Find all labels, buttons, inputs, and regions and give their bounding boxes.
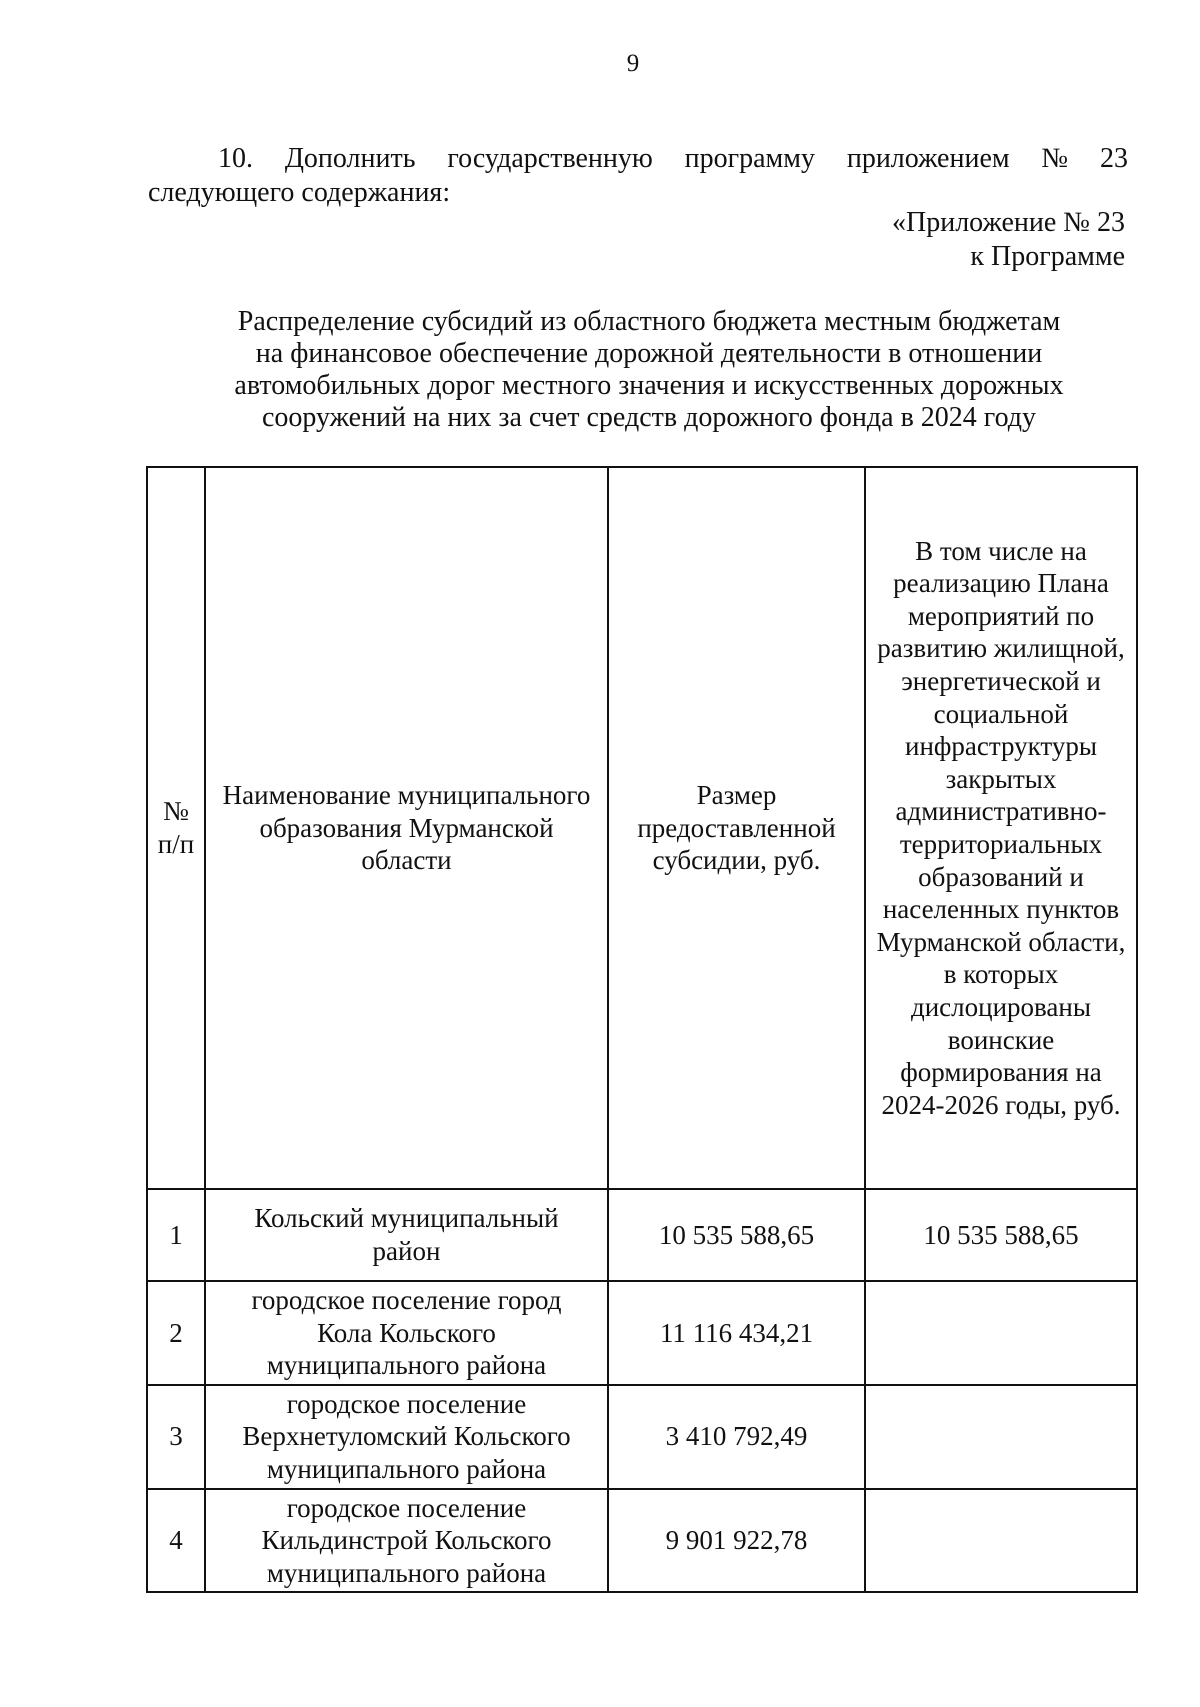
intro-word: государственную — [447, 143, 653, 174]
row-municipality — [205, 1281, 608, 1385]
table-row — [147, 1189, 1137, 1281]
title-line-1: Распределение субсидий из областного бюджета местным бюджетам — [237, 306, 1061, 337]
row-included-amount — [865, 1281, 1137, 1385]
row-subsidy-amount: 9 901 922,78 — [608, 1489, 865, 1593]
row-municipality-text: городское поселение Кильдинстрой Кольского муниципального района — [261, 1492, 552, 1588]
header-number-text: № п/п — [157, 796, 195, 859]
intro-word: Дополнить — [284, 143, 416, 174]
intro-line-1 — [148, 142, 1128, 176]
header-included-amount — [865, 467, 1137, 1189]
table-row — [147, 1489, 1137, 1593]
row-number: 3 — [147, 1385, 205, 1489]
row-number: 4 — [147, 1489, 205, 1593]
title-line-4: сооружений на них за счет средств дорожного фонда в 2024 году — [261, 402, 1037, 433]
row-number: 1 — [147, 1189, 205, 1281]
row-number: 2 — [147, 1281, 205, 1385]
intro-word: № — [1041, 143, 1069, 174]
header-municipality — [205, 467, 608, 1189]
row-included-amount — [865, 1385, 1137, 1489]
row-subsidy-amount: 10 535 588,65 — [608, 1189, 865, 1281]
appendix-line-1: «Приложение № 23 — [892, 207, 1125, 238]
row-municipality-text: Кольский муниципальный район — [254, 1203, 559, 1266]
row-municipality — [205, 1189, 608, 1281]
row-municipality-text: городское поселение Верхнетуломский Кольского муниципального района — [242, 1388, 571, 1484]
appendix-line-2: к Программе — [970, 241, 1125, 272]
header-number — [147, 467, 205, 1189]
title-line-3: автомобильных дорог местного значения и искусственных дорожных — [234, 370, 1064, 401]
intro-line-2: следующего содержания: — [148, 177, 451, 208]
table-row — [147, 1385, 1137, 1489]
page-number: 9 — [626, 50, 640, 77]
row-municipality-text: городское поселение город Кола Кольского муниципального района — [251, 1285, 562, 1381]
table-row — [147, 1281, 1137, 1385]
row-included-amount: 10 535 588,65 — [865, 1189, 1137, 1281]
intro-word: приложением — [846, 143, 1010, 174]
row-municipality — [205, 1489, 608, 1593]
row-subsidy-amount: 11 116 434,21 — [608, 1281, 865, 1385]
subsidy-table — [146, 466, 1138, 1593]
row-subsidy-amount: 3 410 792,49 — [608, 1385, 865, 1489]
row-included-amount — [865, 1489, 1137, 1593]
intro-paragraph — [148, 142, 1128, 210]
appendix-reference — [892, 206, 1125, 274]
intro-word: 23 — [1099, 143, 1128, 174]
intro-word: программу — [684, 143, 815, 174]
header-municipality-text: Наименование муниципального образования Мурманской области — [222, 780, 591, 876]
title-line-2: на финансовое обеспечение дорожной деятельности в отношении — [255, 338, 1043, 369]
intro-word: 10. — [218, 143, 253, 174]
document-title — [148, 306, 1150, 434]
header-subsidy-amount — [608, 467, 865, 1189]
header-included-amount-text: В том числе на реализацию Плана мероприятий по развитию жилищной, энергетической и социальной инфраструктуры закрытых административно-территориальных образований и населенных пунктов Мурманской области, в которых дислоцированы воинские формирования на 2024-2026 годы, руб. — [876, 535, 1126, 1120]
table-header-row — [147, 467, 1137, 1189]
header-subsidy-amount-text: Размер предоставленной субсидии, руб. — [637, 780, 836, 876]
row-municipality — [205, 1385, 608, 1489]
